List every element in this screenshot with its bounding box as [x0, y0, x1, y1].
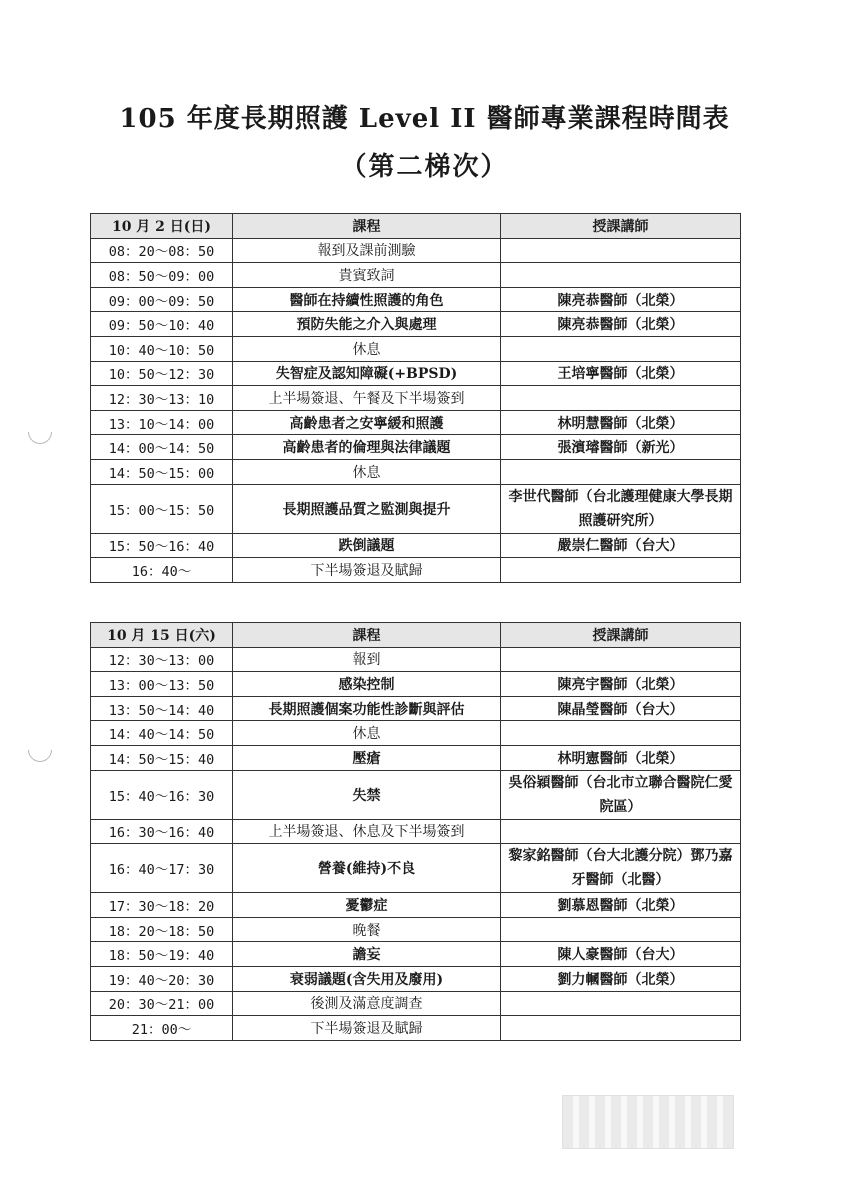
time-cell: 09：50～10：40 [91, 312, 233, 337]
course-cell: 失禁 [233, 770, 501, 819]
instructor-cell: 王培寧醫師（北榮） [501, 361, 741, 386]
table-row [91, 991, 741, 1016]
table-row [91, 647, 741, 672]
time-cell: 13：00～13：50 [91, 672, 233, 697]
instructor-cell: 陳亮恭醫師（北榮） [501, 287, 741, 312]
instructor-header: 授課講師 [501, 214, 741, 239]
table-row [91, 893, 741, 918]
time-cell: 09：00～09：50 [91, 287, 233, 312]
table-row [91, 410, 741, 435]
course-cell: 下半場簽退及賦歸 [233, 1016, 501, 1041]
time-cell: 10：40～10：50 [91, 336, 233, 361]
time-cell: 16：30～16：40 [91, 819, 233, 844]
time-cell: 14：00～14：50 [91, 435, 233, 460]
instructor-cell: 林明慧醫師（北榮） [501, 410, 741, 435]
table-row [91, 312, 741, 337]
course-cell: 報到 [233, 647, 501, 672]
table-row [91, 263, 741, 288]
course-cell: 上半場簽退、午餐及下半場簽到 [233, 386, 501, 411]
course-cell: 休息 [233, 721, 501, 746]
instructor-cell: 陳亮宇醫師（北榮） [501, 672, 741, 697]
table-row [91, 435, 741, 460]
instructor-cell: 劉力幗醫師（北榮） [501, 966, 741, 991]
schedule-table-day-2 [90, 622, 741, 1041]
course-cell: 後測及滿意度調查 [233, 991, 501, 1016]
time-cell: 16：40～17：30 [91, 844, 233, 893]
table-row [91, 819, 741, 844]
course-cell: 晚餐 [233, 917, 501, 942]
table-row [91, 484, 741, 533]
instructor-cell [501, 386, 741, 411]
time-cell: 21：00～ [91, 1016, 233, 1041]
instructor-cell: 嚴崇仁醫師（台大） [501, 533, 741, 558]
time-cell: 16：40～ [91, 558, 233, 583]
instructor-cell [501, 238, 741, 263]
table-row [91, 386, 741, 411]
instructor-cell [501, 459, 741, 484]
time-cell: 14：50～15：40 [91, 745, 233, 770]
course-cell: 譫妄 [233, 942, 501, 967]
course-cell: 預防失能之介入與處理 [233, 312, 501, 337]
time-cell: 08：50～09：00 [91, 263, 233, 288]
table-row [91, 459, 741, 484]
time-cell: 20：30～21：00 [91, 991, 233, 1016]
instructor-cell [501, 336, 741, 361]
table-row [91, 942, 741, 967]
time-cell: 15：00～15：50 [91, 484, 233, 533]
time-cell: 13：10～14：00 [91, 410, 233, 435]
faded-seal-stamp [562, 1095, 734, 1149]
time-cell: 15：50～16：40 [91, 533, 233, 558]
instructor-cell [501, 819, 741, 844]
course-cell: 貴賓致詞 [233, 263, 501, 288]
table-row [91, 721, 741, 746]
date-header: 10 月 2 日(日) [91, 214, 233, 239]
instructor-cell [501, 917, 741, 942]
instructor-cell [501, 1016, 741, 1041]
time-cell: 12：30～13：00 [91, 647, 233, 672]
page-subtitle: （第二梯次） [340, 152, 509, 182]
table-row [91, 917, 741, 942]
time-cell: 14：40～14：50 [91, 721, 233, 746]
instructor-cell: 李世代醫師（台北護理健康大學長期照護研究所） [501, 484, 741, 533]
course-cell: 感染控制 [233, 672, 501, 697]
course-cell: 醫師在持續性照護的角色 [233, 287, 501, 312]
course-header: 課程 [233, 214, 501, 239]
time-cell: 17：30～18：20 [91, 893, 233, 918]
course-cell: 長期照護個案功能性診斷與評估 [233, 696, 501, 721]
table-row [91, 361, 741, 386]
table-row [91, 533, 741, 558]
table-row [91, 844, 741, 893]
time-cell: 19：40～20：30 [91, 966, 233, 991]
time-cell: 10：50～12：30 [91, 361, 233, 386]
instructor-cell [501, 558, 741, 583]
course-cell: 高齡患者之安寧緩和照護 [233, 410, 501, 435]
instructor-cell: 陳亮恭醫師（北榮） [501, 312, 741, 337]
table-row [91, 238, 741, 263]
table-row [91, 696, 741, 721]
course-cell: 休息 [233, 459, 501, 484]
course-cell: 高齡患者的倫理與法律議題 [233, 435, 501, 460]
instructor-cell: 劉慕恩醫師（北榮） [501, 893, 741, 918]
table-header-row [91, 623, 741, 648]
table-row [91, 1016, 741, 1041]
course-cell: 長期照護品質之監測與提升 [233, 484, 501, 533]
table-row [91, 558, 741, 583]
punch-hole [23, 415, 57, 449]
course-header: 課程 [233, 623, 501, 648]
instructor-cell [501, 991, 741, 1016]
instructor-header: 授課講師 [501, 623, 741, 648]
instructor-cell [501, 721, 741, 746]
table-row [91, 672, 741, 697]
time-cell: 12：30～13：10 [91, 386, 233, 411]
course-cell: 報到及課前測驗 [233, 238, 501, 263]
table-header-row [91, 214, 741, 239]
course-cell: 休息 [233, 336, 501, 361]
table-row [91, 745, 741, 770]
course-cell: 上半場簽退、休息及下半場簽到 [233, 819, 501, 844]
schedule-table-day-1 [90, 213, 741, 583]
instructor-cell: 陳人豪醫師（台大） [501, 942, 741, 967]
table-row [91, 287, 741, 312]
course-cell: 衰弱議題(含失用及廢用) [233, 966, 501, 991]
table-row [91, 336, 741, 361]
time-cell: 18：50～19：40 [91, 942, 233, 967]
course-cell: 營養(維持)不良 [233, 844, 501, 893]
course-cell: 下半場簽退及賦歸 [233, 558, 501, 583]
date-header: 10 月 15 日(六) [91, 623, 233, 648]
instructor-cell [501, 647, 741, 672]
table-row [91, 966, 741, 991]
instructor-cell: 黎家銘醫師（台大北護分院）鄧乃嘉牙醫師（北醫） [501, 844, 741, 893]
instructor-cell: 陳晶瑩醫師（台大） [501, 696, 741, 721]
punch-hole [23, 733, 57, 767]
instructor-cell: 張濱璿醫師（新光） [501, 435, 741, 460]
instructor-cell: 林明憲醫師（北榮） [501, 745, 741, 770]
course-cell: 跌倒議題 [233, 533, 501, 558]
page-title: 105 年度長期照護 Level II 醫師專業課程時間表 [119, 104, 730, 134]
time-cell: 13：50～14：40 [91, 696, 233, 721]
course-cell: 憂鬱症 [233, 893, 501, 918]
course-cell: 失智症及認知障礙(+BPSD) [233, 361, 501, 386]
time-cell: 08：20～08：50 [91, 238, 233, 263]
time-cell: 14：50～15：00 [91, 459, 233, 484]
time-cell: 18：20～18：50 [91, 917, 233, 942]
instructor-cell: 吳俗穎醫師（台北市立聯合醫院仁愛院區） [501, 770, 741, 819]
course-cell: 壓瘡 [233, 745, 501, 770]
time-cell: 15：40～16：30 [91, 770, 233, 819]
table-row [91, 770, 741, 819]
instructor-cell [501, 263, 741, 288]
